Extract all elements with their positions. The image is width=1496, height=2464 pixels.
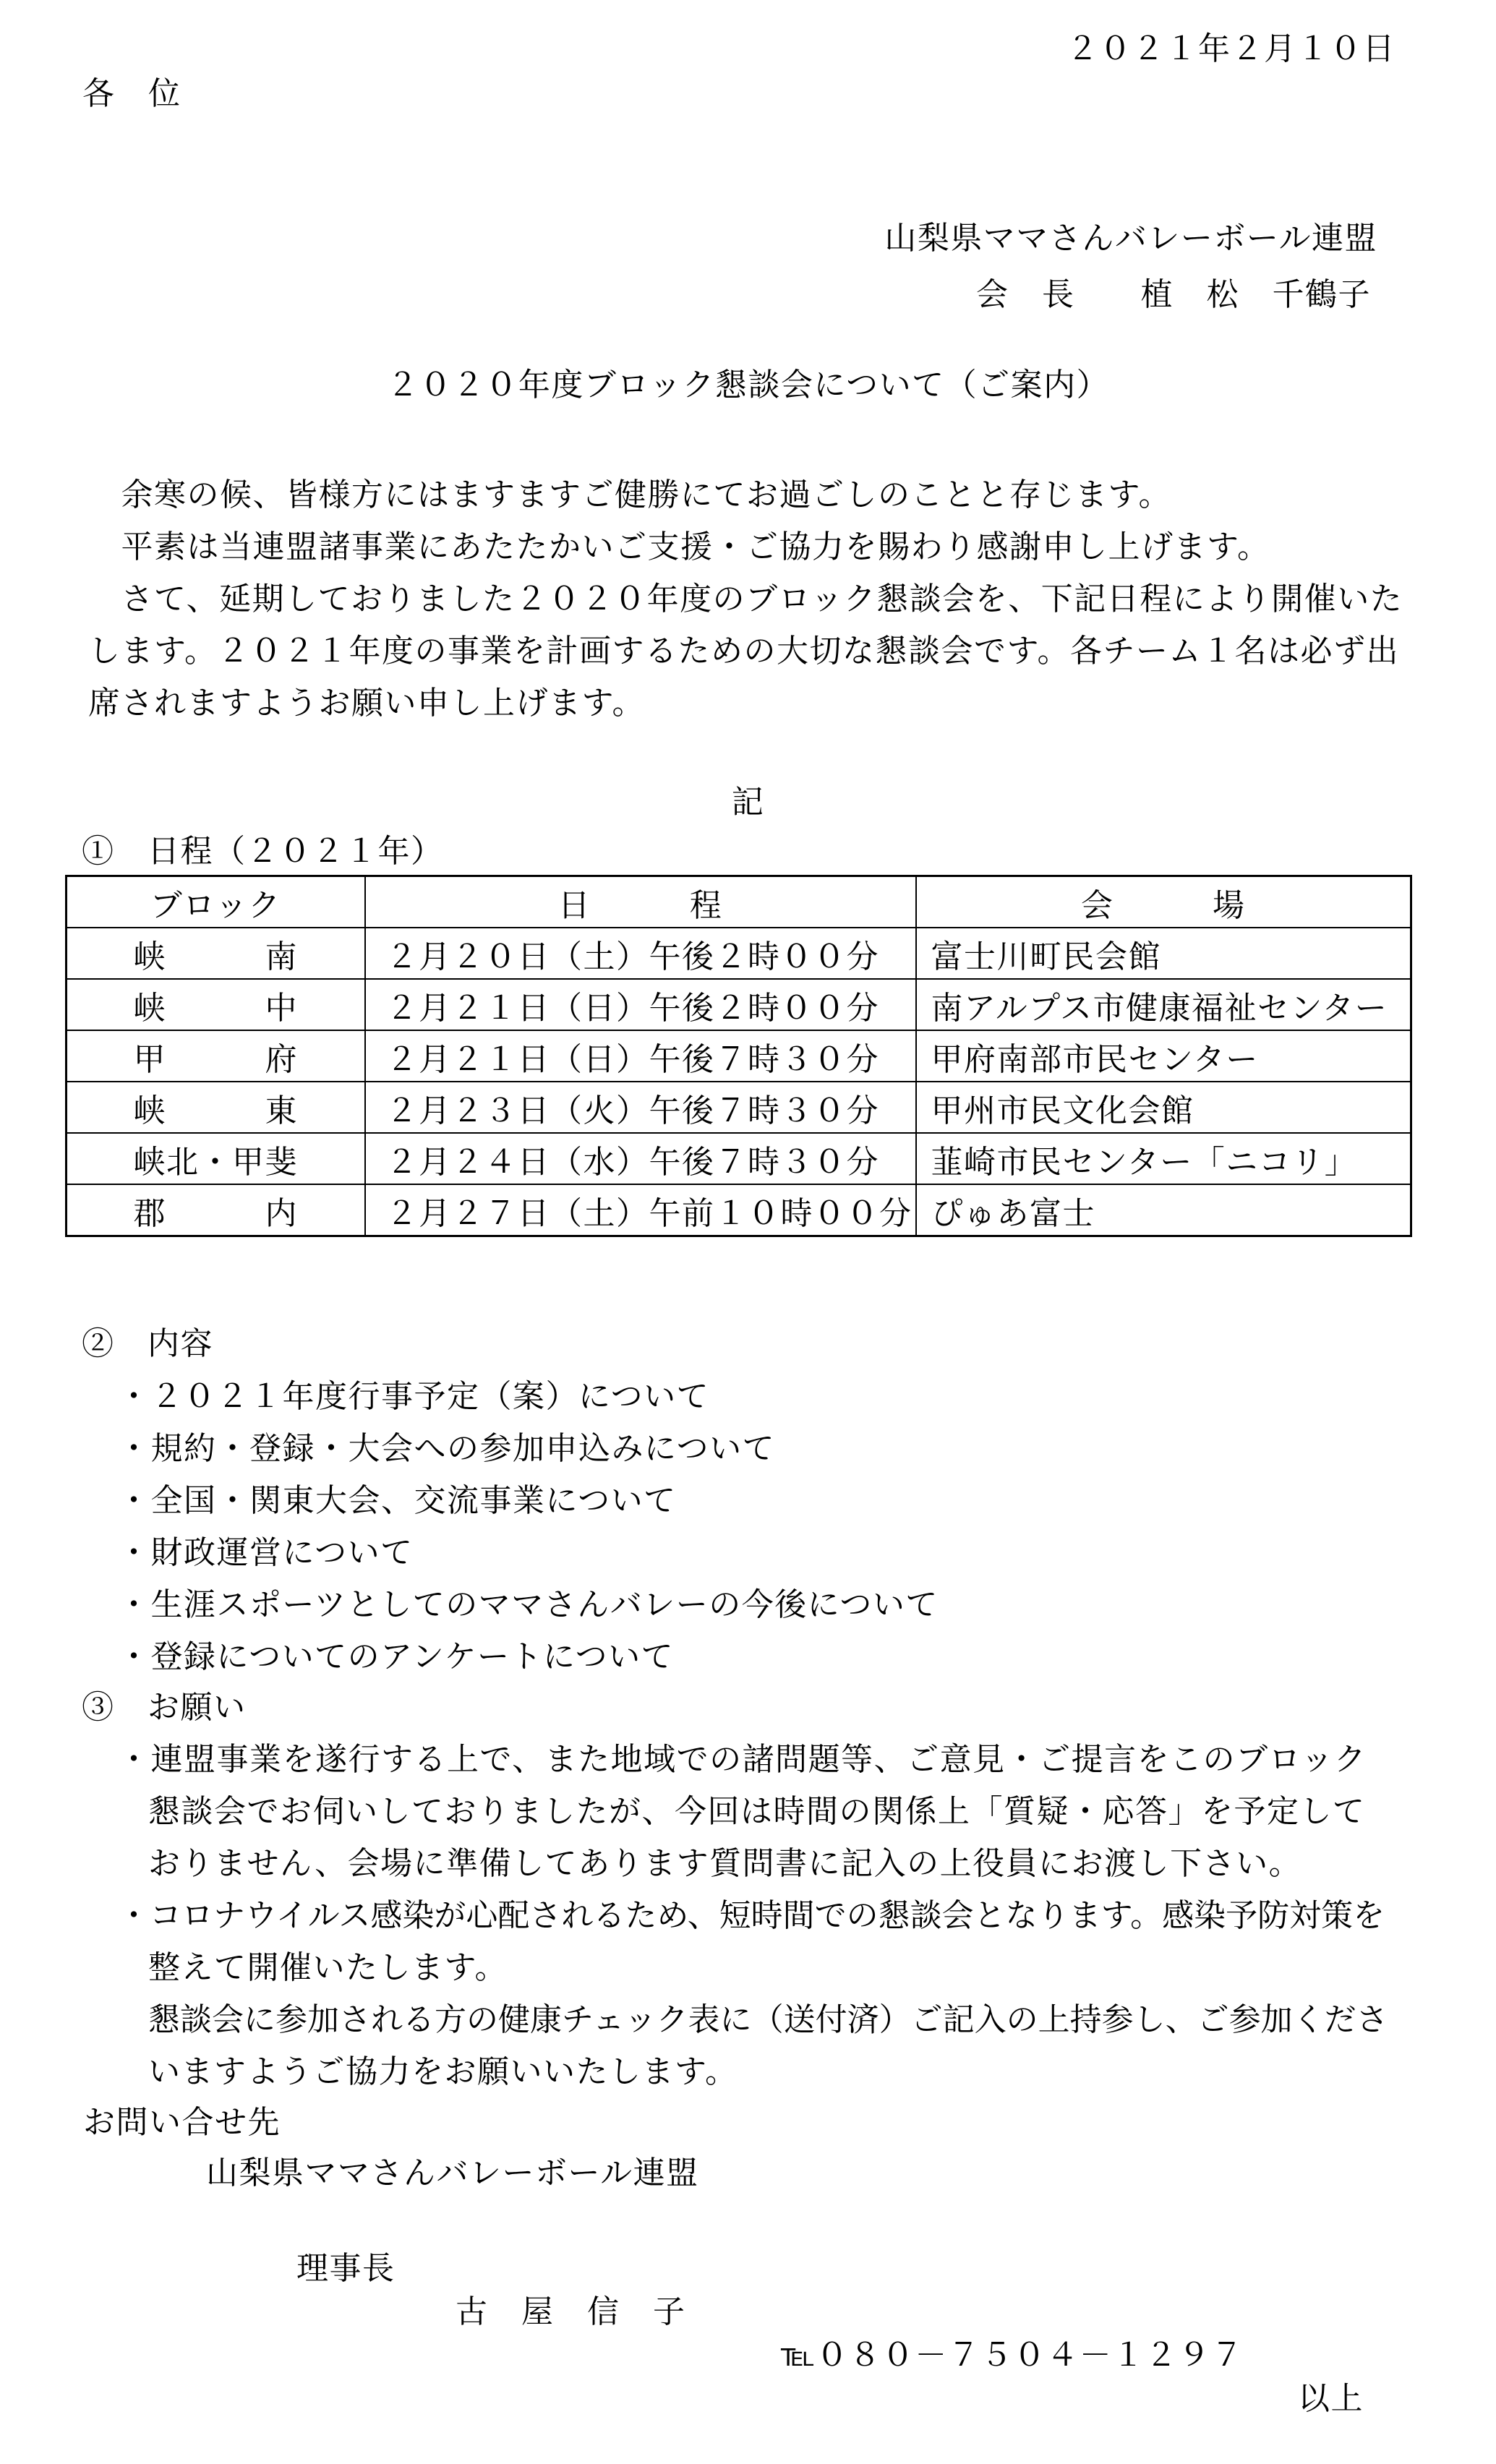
greeting-line-1: 余寒の候、皆様方にはますますご健勝にてお過ごしのことと存じます。	[88, 477, 1171, 513]
request-line: 懇談会に参加される方の健康チェック表に（送付済）ご記入の上持参し、ご参加くださ	[148, 2002, 1388, 2037]
cell-block: 郡 内	[67, 1184, 365, 1236]
request-line: ・コロナウイルス感染が心配されるため、短時間での懇談会となります。感染予防対策を	[118, 1898, 1385, 1933]
cell-venue: 甲州市民文化会館	[916, 1082, 1411, 1133]
table-row	[67, 1184, 1411, 1236]
record-marker: 記	[731, 784, 765, 820]
request-line: ・連盟事業を遂行する上で、また地域での諸問題等、ご意見・ご提言をこのブロック	[118, 1742, 1367, 1777]
cell-block: 峡 中	[67, 979, 365, 1030]
contact-label: お問い合せ先	[83, 2105, 281, 2140]
table-row	[67, 928, 1411, 979]
cell-venue: 南アルプス市健康福祉センター	[916, 979, 1411, 1030]
table-row	[67, 1082, 1411, 1133]
cell-block: 甲 府	[67, 1030, 365, 1082]
schedule-table	[65, 875, 1412, 1237]
agenda-item: ・２０２１年度行事予定（案）について	[118, 1379, 710, 1414]
request-line: おりません、会場に準備してあります質問書に記入の上役員にお渡し下さい。	[148, 1846, 1302, 1881]
cell-block: 峡北・甲斐	[67, 1133, 365, 1184]
contact-telephone: ℡０８０－７５０４－１２９７	[781, 2337, 1244, 2373]
contact-organization: 山梨県ママさんバレーボール連盟	[206, 2155, 699, 2191]
section1-heading: ① 日程（２０２１年）	[82, 834, 444, 869]
agenda-item: ・規約・登録・大会への参加申込みについて	[118, 1431, 776, 1466]
section3-heading: ③ お願い	[82, 1690, 247, 1725]
schedule-header-row	[67, 876, 1411, 928]
agenda-item: ・登録についてのアンケートについて	[118, 1639, 675, 1674]
cell-venue: 韮崎市民センター「ニコリ」	[916, 1133, 1411, 1184]
sender-president-line: 会 長 植 松 千鶴子	[976, 277, 1371, 312]
cell-date: ２月２１日（日）午後２時００分	[365, 979, 916, 1030]
cell-venue: 富士川町民会館	[916, 928, 1411, 979]
table-row	[67, 1030, 1411, 1082]
greeting-line-5: 席されますようお願い申し上げます。	[88, 685, 645, 721]
cell-date: ２月２０日（土）午後２時００分	[365, 928, 916, 979]
cell-block: 峡 東	[67, 1082, 365, 1133]
sender-organization: 山梨県ママさんバレーボール連盟	[884, 221, 1377, 256]
cell-date: ２月２７日（土）午前１０時００分	[365, 1184, 916, 1236]
cell-date: ２月２１日（日）午後７時３０分	[365, 1030, 916, 1082]
agenda-item: ・生涯スポーツとしてのママさんバレーの今後について	[118, 1587, 939, 1622]
table-row	[67, 979, 1411, 1030]
cell-venue: ぴゅあ富士	[916, 1184, 1411, 1236]
column-header-venue: 会 場	[916, 876, 1411, 928]
column-header-date: 日 程	[365, 876, 916, 928]
contact-line	[0, 2204, 1496, 2416]
greeting-line-2: 平素は当連盟諸事業にあたたかいご支援・ご協力を賜わり感謝申し上げます。	[88, 529, 1270, 565]
section2-heading: ② 内容	[82, 1326, 213, 1361]
table-row	[67, 1133, 1411, 1184]
request-line: 懇談会でお伺いしておりましたが、今回は時間の関係上「質疑・応答」を予定して	[148, 1794, 1366, 1829]
document-date: ２０２１年２月１０日	[1067, 31, 1395, 67]
request-line: いますようご協力をお願いいたします。	[148, 2054, 738, 2089]
contact-name: 古 屋 信 子	[456, 2294, 686, 2330]
cell-date: ２月２４日（水）午後７時３０分	[365, 1133, 916, 1184]
request-line: 整えて開催いたします。	[148, 1950, 508, 1985]
cell-venue: 甲府南部市民センター	[916, 1030, 1411, 1082]
agenda-item: ・財政運営について	[118, 1535, 414, 1570]
column-header-block: ブロック	[67, 876, 365, 928]
cell-block: 峡 南	[67, 928, 365, 979]
greeting-line-3: さて、延期しておりました２０２０年度のブロック懇談会を、下記日程により開催いた	[88, 581, 1403, 617]
greeting-line-4: します。２０２１年度の事業を計画するための大切な懇談会です。各チーム１名は必ず出	[88, 633, 1399, 669]
document-title: ２０２０年度ブロック懇談会について（ご案内）	[386, 367, 1110, 403]
recipient-label: 各 位	[82, 76, 181, 111]
contact-role: 理事長	[296, 2251, 396, 2286]
cell-date: ２月２３日（火）午後７時３０分	[365, 1082, 916, 1133]
agenda-item: ・全国・関東大会、交流事業について	[118, 1483, 677, 1518]
closing-marker: 以上	[1298, 2381, 1364, 2416]
